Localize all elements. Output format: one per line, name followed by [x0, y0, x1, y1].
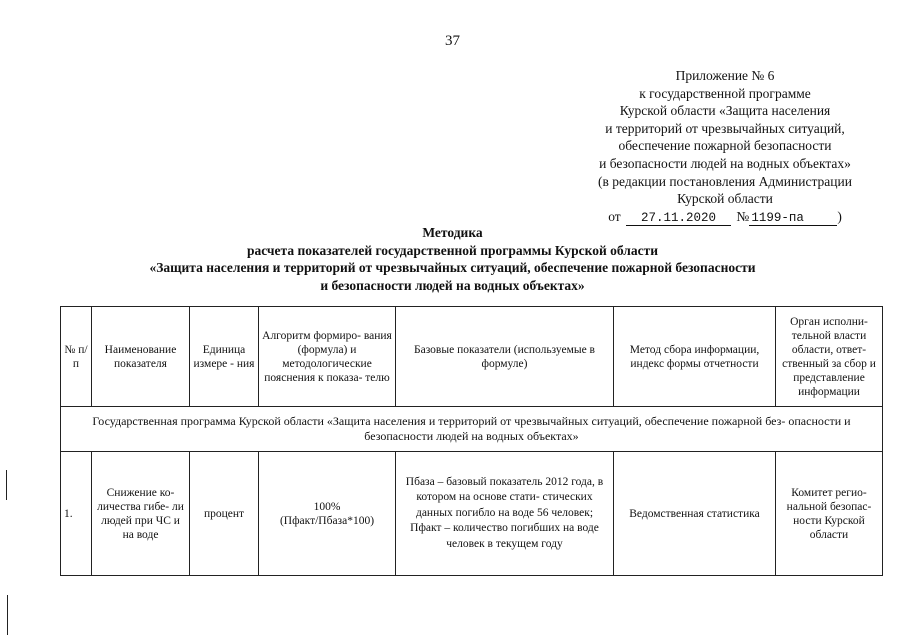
scan-margin-mark: [6, 470, 7, 500]
appendix-line: Приложение № 6: [675, 68, 775, 83]
appendix-line: и безопасности людей на водных объектах»: [599, 155, 851, 171]
row-method: Ведомственная статистика: [614, 452, 776, 576]
title-line: Методика: [422, 225, 483, 240]
header-authority: Орган исполни- тельной власти области, ответ- ственный за сбор и представление информации: [776, 307, 883, 407]
header-method: Метод сбора информации, индекс формы отчетности: [614, 307, 776, 407]
section-title: Государственная программа Курской области «Защита населения и территорий от чрезвычайных ситуаций, обеспечение пожарной без- опасности и безопасности людей на водных объектах»: [61, 407, 883, 452]
formula-line: (Пфакт/Пбаза*100): [279, 514, 375, 527]
title-line: расчета показателей государственной программы Курской области: [246, 242, 659, 258]
row-base: [396, 452, 614, 576]
base-part: Пфакт – количество погибших на воде человек в текущем году: [410, 522, 599, 550]
row-unit: процент: [190, 452, 259, 576]
appendix-line: и территорий от чрезвычайных ситуаций,: [605, 120, 845, 136]
appendix-line: (в редакции постановления Администрации: [598, 173, 852, 189]
table-header-row: [61, 307, 883, 407]
row-num: 1.: [61, 452, 92, 576]
scan-margin-mark: [7, 595, 8, 635]
section-row: [61, 407, 883, 452]
header-algorithm: Алгоритм формиро- вания (формула) и методологические пояснения к показа- телю: [259, 307, 396, 407]
formula-line: 100%: [313, 500, 341, 513]
methods-table: [60, 306, 883, 576]
row-authority: Комитет регио- нальной безопас- ности Курской области: [776, 452, 883, 576]
document-title: [0, 224, 905, 294]
resolution-date: 27.11.2020: [626, 211, 731, 226]
number-prefix: №: [736, 208, 750, 224]
title-line: «Защита населения и территорий от чрезвычайных ситуаций, обеспечение пожарной безопасности: [149, 260, 756, 275]
header-base: Базовые показатели (используемые в формуле): [396, 307, 614, 407]
date-prefix: от: [608, 208, 621, 224]
appendix-line: к государственной программе: [639, 85, 811, 101]
row-name: Снижение ко- личества гибе- ли людей при ЧС и на воде: [92, 452, 190, 576]
header-num: № п/п: [61, 307, 92, 407]
appendix-line: обеспечение пожарной безопасности: [618, 138, 832, 154]
title-line: и безопасности людей на водных объектах»: [320, 277, 585, 293]
appendix-line: Курской области: [677, 191, 773, 207]
base-part: Пбаза – базовый показатель 2012 года, в котором на основе стати- стических данных погибло на воде 56 человек;: [405, 475, 604, 519]
table-row: [61, 452, 883, 576]
page-number: 37: [445, 33, 460, 49]
header-unit: Единица измере - ния: [190, 307, 259, 407]
header-name: Наименование показателя: [92, 307, 190, 407]
appendix-line: Курской области «Защита населения: [619, 103, 831, 119]
row-formula: [259, 452, 396, 576]
appendix-header: [540, 67, 905, 226]
resolution-number: 1199-па: [749, 211, 837, 226]
closing-paren: ): [837, 208, 842, 224]
